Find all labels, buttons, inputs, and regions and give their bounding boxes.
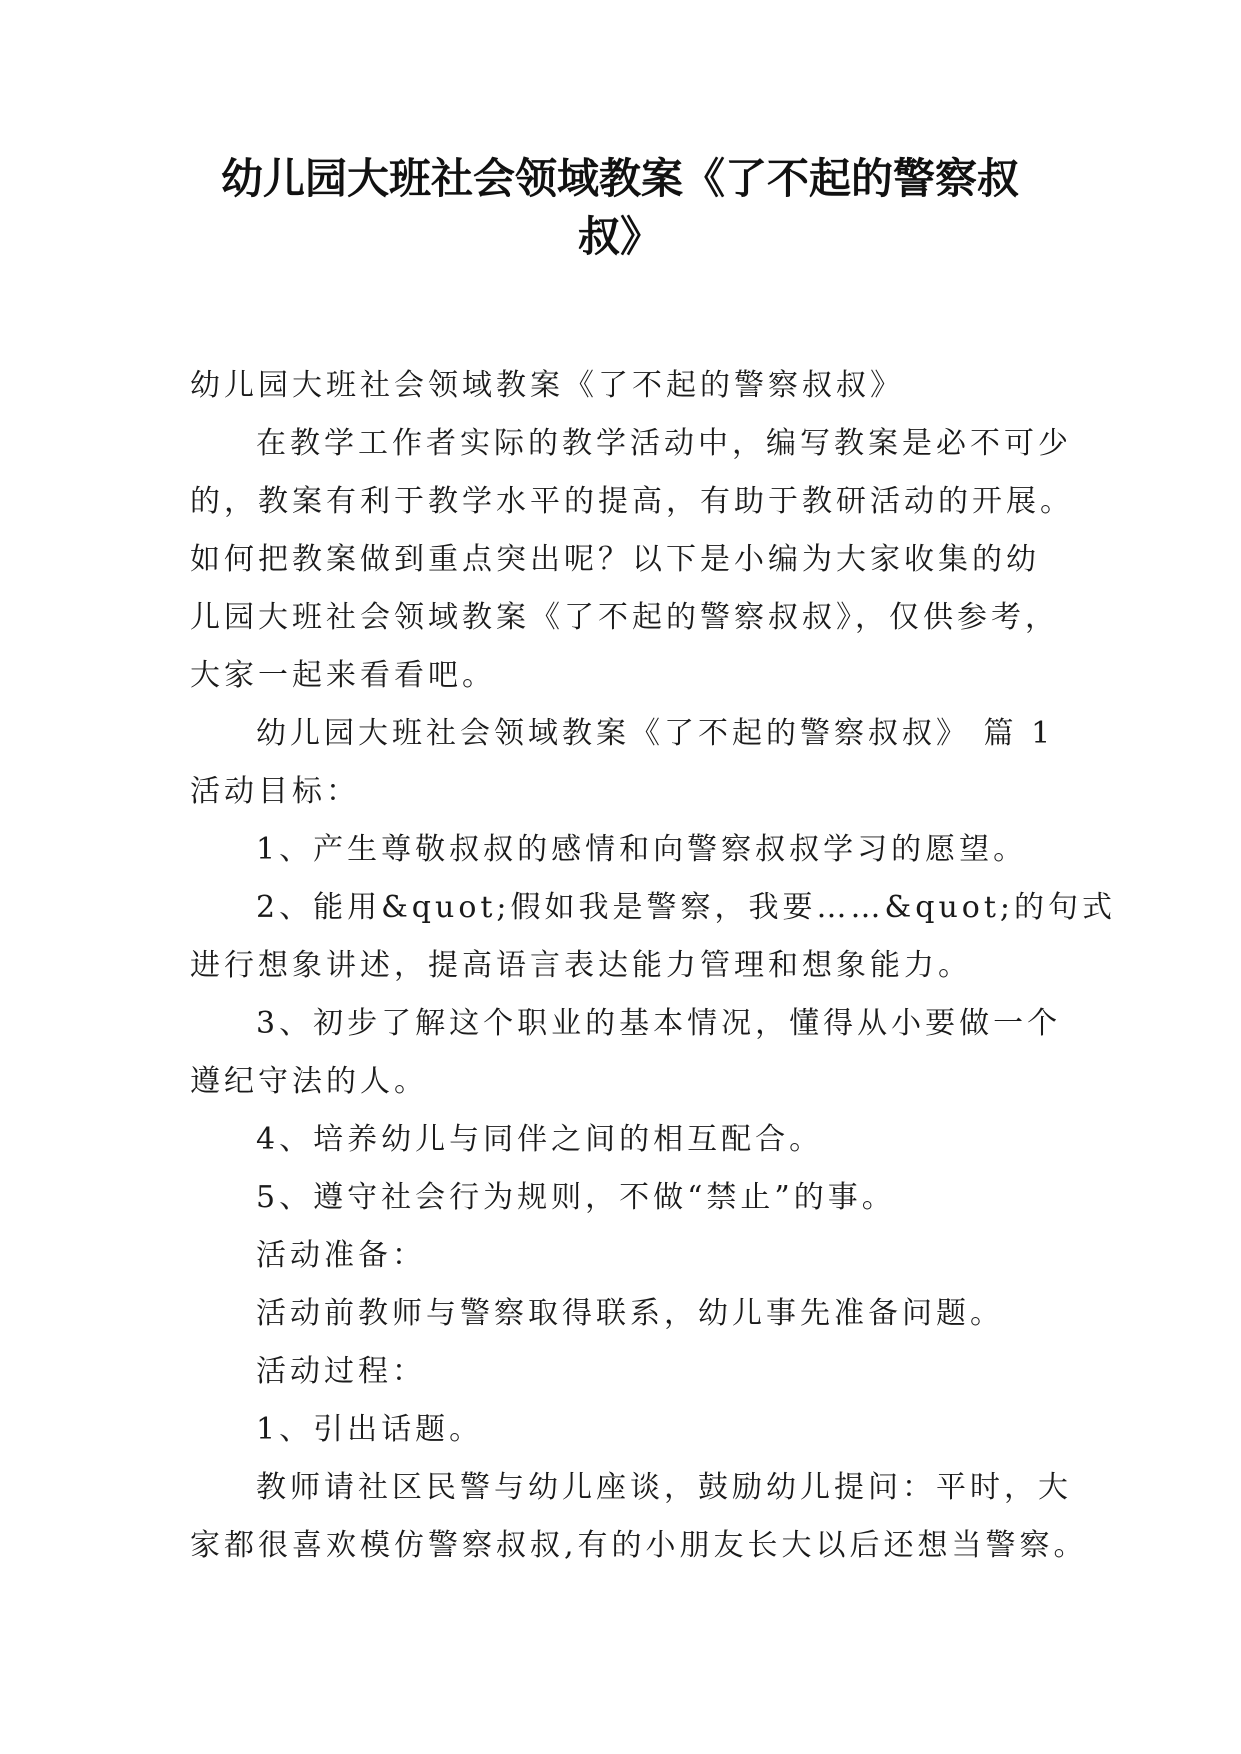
text-line: 活动准备：	[256, 1238, 426, 1273]
document-body	[190, 357, 1116, 1575]
text-line: 幼儿园大班社会领域教案《了不起的警察叔叔》	[190, 368, 904, 403]
text-line: 教师请社区民警与幼儿座谈，鼓励幼儿提问：平时，大	[256, 1470, 1072, 1505]
text-line: 5、遵守社会行为规则，不做“禁止”的事。	[256, 1180, 896, 1215]
text-line: 1、引出话题。	[256, 1412, 484, 1447]
text-line: 活动过程：	[256, 1354, 426, 1389]
text-line: 进行想象讲述，提高语言表达能力管理和想象能力。	[190, 948, 972, 983]
text-line: 的，教案有利于教学水平的提高，有助于教研活动的开展。	[190, 484, 1074, 519]
text-line: 活动前教师与警察取得联系，幼儿事先准备问题。	[256, 1296, 1004, 1331]
title-line-2: 叔》	[577, 212, 662, 261]
text-line: 活动目标：	[190, 774, 360, 809]
text-line: 儿园大班社会领域教案《了不起的警察叔叔》，仅供参考，	[190, 600, 1059, 635]
text-line: 遵纪守法的人。	[190, 1064, 428, 1099]
text-line: 如何把教案做到重点突出呢？以下是小编为大家收集的幼	[190, 542, 1040, 577]
document-title	[170, 150, 1070, 266]
text-line: 幼儿园大班社会领域教案《了不起的警察叔叔》 篇 1	[256, 716, 1055, 751]
text-line: 在教学工作者实际的教学活动中，编写教案是必不可少	[256, 426, 1072, 461]
text-line: 1、产生尊敬叔叔的感情和向警察叔叔学习的愿望。	[256, 832, 1028, 867]
text-line: 4、培养幼儿与同伴之间的相互配合。	[256, 1122, 824, 1157]
text-line: 2、能用&quot;假如我是警察，我要……&quot;的句式	[256, 890, 1116, 925]
text-line: 家都很喜欢模仿警察叔叔,有的小朋友长大以后还想当警察。	[190, 1528, 1088, 1563]
text-line: 3、初步了解这个职业的基本情况，懂得从小要做一个	[256, 1006, 1062, 1041]
title-line-1: 幼儿园大班社会领域教案《了不起的警察叔	[220, 154, 1019, 203]
text-line: 大家一起来看看吧。	[190, 658, 496, 693]
